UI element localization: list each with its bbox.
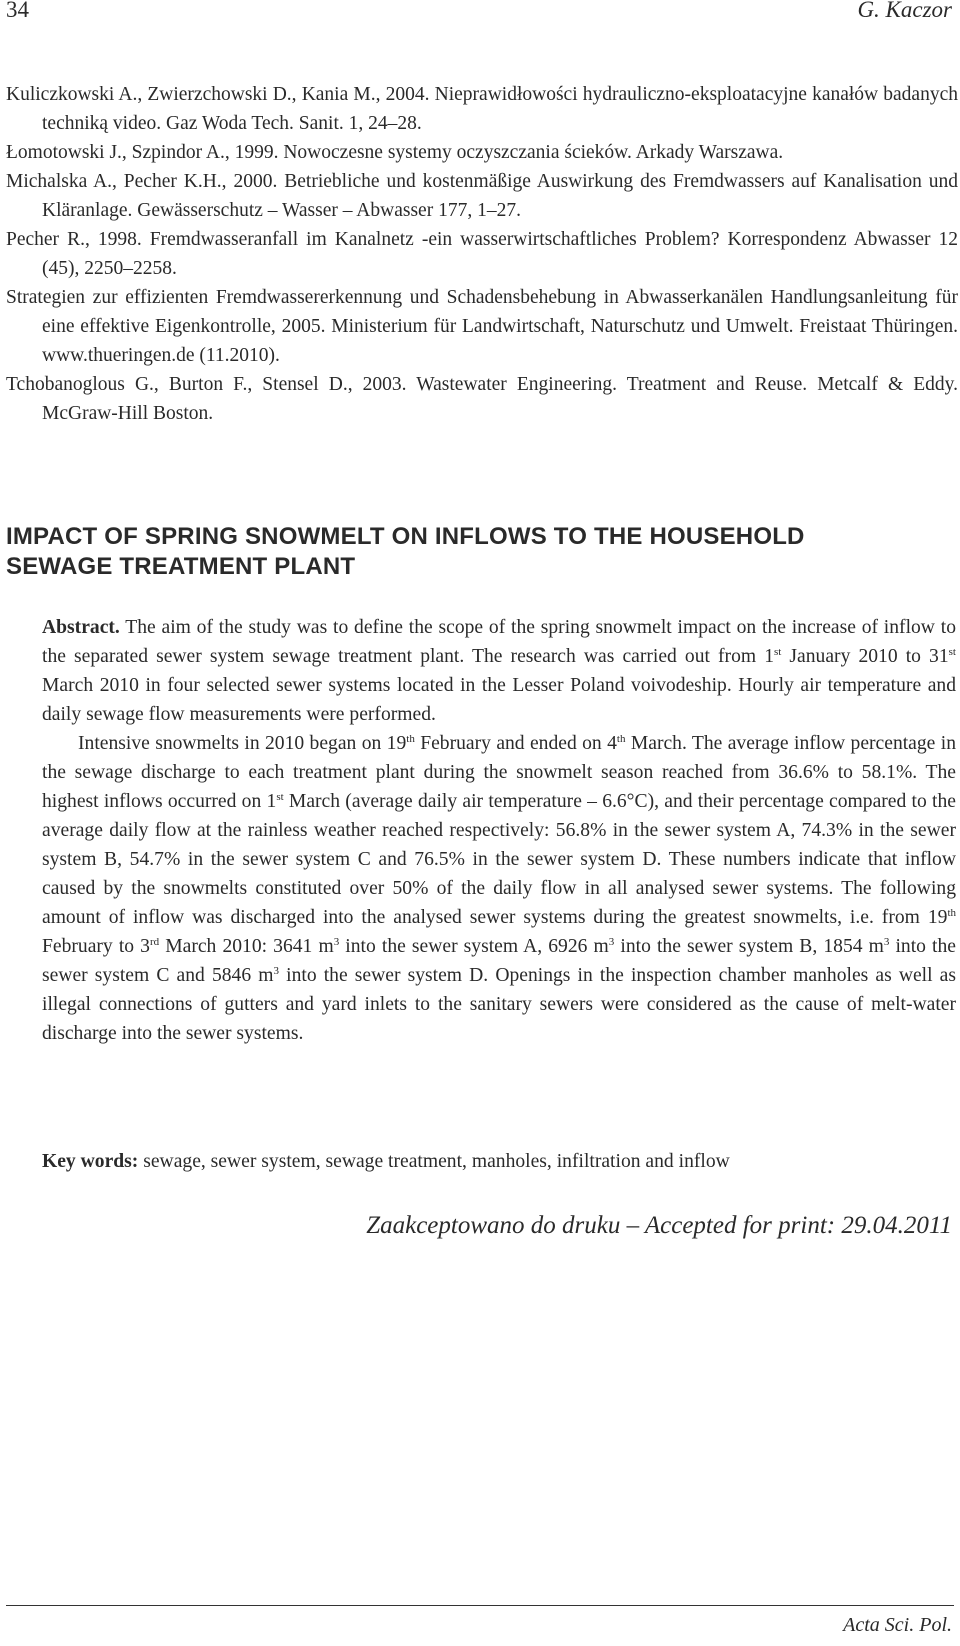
superscript: 3: [333, 936, 340, 948]
reference-item: Łomotowski J., Szpindor A., 1999. Nowoczesne systemy oczyszczania ścieków. Arkady Warszawa.: [6, 142, 784, 163]
page-number: 34: [6, 0, 29, 22]
superscript: st: [948, 646, 956, 658]
reference-item: Tchobanoglous G., Burton F., Stensel D., 2003. Wastewater Engineering. Treatment and Reuse. Metcalf & Eddy. McGraw-Hill Boston.: [6, 374, 958, 424]
reference-item: Michalska A., Pecher K.H., 2000. Betriebliche und kostenmäßige Auswirkung des Fremdwassers auf Kanalisation und Kläranlage. Gewässerschutz – Wasser – Abwasser 177, 1–27.: [6, 171, 958, 221]
running-head-author: G. Kaczor: [857, 0, 952, 22]
superscript: th: [616, 733, 626, 745]
abstract-paragraph: [42, 729, 956, 1048]
reference-item: Strategien zur effizienten Fremdwassererkennung und Schadensbehebung in Abwasserkanälen Handlungsanleitung für eine effektive Eigenkontrolle, 2005. Ministerium für Landwirtschaft, Naturschutz und Umwelt. Freistaat Thüringen. www.thueringen.de (11.2010).: [6, 287, 958, 366]
abstract-text: March 2010 in four selected sewer systems located in the Lesser Poland voivodeship. Hourly air temperature and daily sewage flow measurements were performed.: [42, 675, 956, 725]
footer-journal-name: Acta Sci. Pol.: [843, 1614, 952, 1636]
accepted-date: Zaakceptowano do druku – Accepted for print: 29.04.2011: [366, 1212, 952, 1239]
keywords: [42, 1147, 956, 1176]
abstract-text: Intensive snowmelts in 2010 began on 19: [78, 733, 407, 754]
reference-item: Pecher R., 1998. Fremdwasseranfall im Kanalnetz -ein wasserwirtschaftliches Problem? Korrespondenz Abwasser 12 (45), 2250–2258.: [6, 229, 958, 279]
superscript: st: [276, 791, 284, 803]
superscript: rd: [149, 936, 160, 948]
abstract-paragraph: [42, 613, 956, 729]
keywords-label: Key words:: [42, 1151, 139, 1172]
abstract-text: January 2010 to 31: [781, 646, 949, 667]
abstract-text: March. The average inflow percentage in the sewage discharge to each treatment plant during the snowmelt season reached from 36.6% to 58.1%. The highest inflows occurred on 1: [42, 733, 956, 812]
footer-divider: [6, 1605, 954, 1606]
title-line: IMPACT OF SPRING SNOWMELT ON INFLOWS TO THE HOUSEHOLD: [6, 523, 805, 550]
reference-item: Kuliczkowski A., Zwierzchowski D., Kania M., 2004. Nieprawidłowości hydrauliczno-eksploatacyjne kanałów badanych techniką video. Gaz Woda Tech. Sanit. 1, 24–28.: [6, 84, 958, 134]
abstract-text: March 2010: 3641 m: [159, 936, 334, 957]
superscript: st: [774, 646, 782, 658]
english-title: [6, 522, 946, 582]
abstract-text: into the sewer system A, 6926 m: [339, 936, 609, 957]
abstract-text: February to 3: [42, 936, 150, 957]
superscript: 3: [883, 936, 890, 948]
abstract-text: March (average daily air temperature – 6.6°C), and their percentage compared to the average daily flow at the rainless weather reached respectively: 56.8% in the sewer system A, 74.3% in the sewer system B, 54.7% in the sewer system C and 76.5% in the sewer system D. These numbers indicate that inflow caused by the snowmelts constituted over 50% of the daily flow in all analysed sewer systems. The following amount of inflow was discharged into the analysed sewer systems during the greatest snowmelts, i.e. from 19: [42, 791, 956, 928]
keywords-text: sewage, sewer system, sewage treatment, manholes, infiltration and inflow: [138, 1151, 730, 1172]
superscript: 3: [608, 936, 615, 948]
abstract: [42, 613, 956, 1048]
abstract-label: Abstract.: [42, 617, 120, 638]
superscript: th: [947, 907, 956, 919]
abstract-text: The aim of the study was to define the scope of the spring snowmelt impact on the increase of inflow to the separated sewer system sewage treatment plant. The research was carried out from 1: [42, 617, 956, 667]
abstract-text: into the sewer system C and 5846 m: [42, 936, 956, 986]
abstract-text: February and ended on 4: [414, 733, 617, 754]
abstract-text: into the sewer system D. Openings in the inspection chamber manholes as well as illegal connections of gutters and yard inlets to the sanitary sewers were considered as the cause of melt-water discharge into the sewer systems.: [42, 965, 957, 1044]
abstract-text: into the sewer system B, 1854 m: [614, 936, 884, 957]
reference-list: [6, 80, 958, 428]
title-line: SEWAGE TREATMENT PLANT: [6, 553, 356, 580]
superscript: 3: [273, 965, 280, 977]
superscript: th: [406, 733, 415, 745]
